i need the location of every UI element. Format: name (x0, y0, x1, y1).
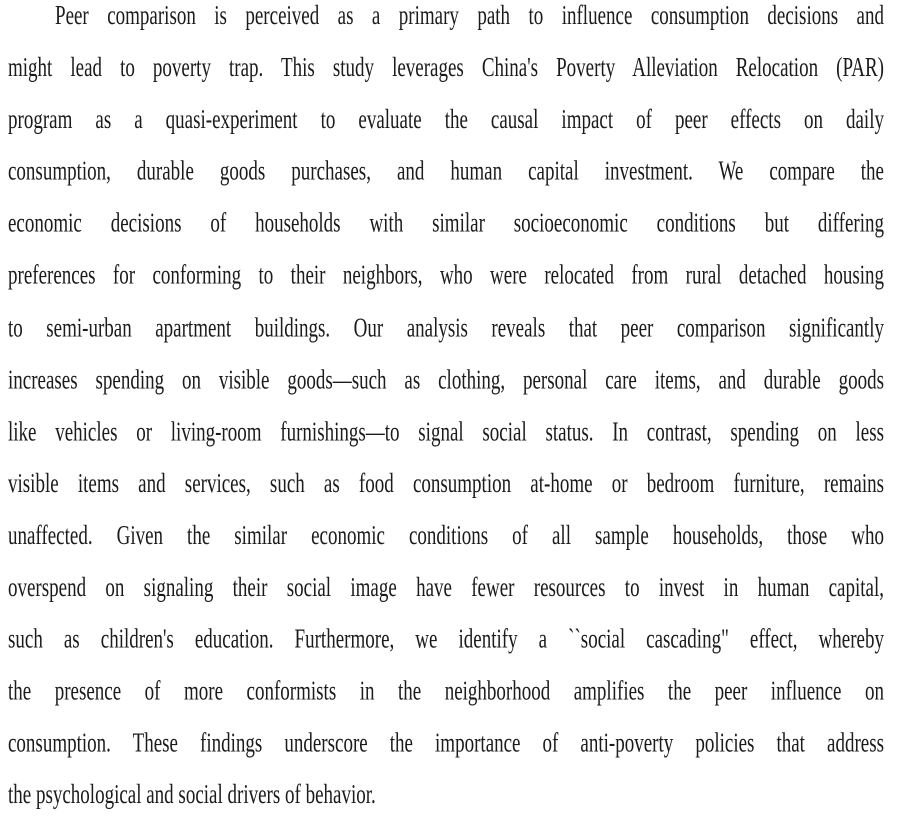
paragraph-line: program as a quasi-experiment to evaluate the causal impact of peer effects on daily (8, 105, 884, 136)
paragraph-line: preferences for conforming to their neighbors, who were relocated from rural detached housing (8, 260, 884, 292)
paragraph-line: unaffected. Given the similar economic conditions of all sample households, those who (8, 520, 884, 552)
abstract-paragraph (8, 0, 884, 820)
paragraph-line: such as children's education. Furthermore, we identify a ``social cascading" effect, whereby (8, 624, 884, 656)
paragraph-line: to semi-urban apartment buildings. Our analysis reveals that peer comparison significantly (8, 312, 884, 344)
paragraph-line: consumption. These findings underscore the importance of anti-poverty policies that address (8, 728, 884, 759)
paragraph-line: increases spending on visible goods—such as clothing, personal care items, and durable goods (8, 364, 884, 396)
paragraph-line: consumption, durable goods purchases, and human capital investment. We compare the (8, 157, 884, 188)
paragraph-line: the presence of more conformists in the neighborhood amplifies the peer influence on (8, 676, 884, 707)
paragraph-line: visible items and services, such as food consumption at-home or bedroom furniture, remains (8, 468, 884, 500)
paragraph-line: economic decisions of households with similar socioeconomic conditions but differing (8, 208, 884, 240)
paragraph-line: overspend on signaling their social image have fewer resources to invest in human capital, (8, 572, 884, 604)
paragraph-line: might lead to poverty trap. This study leverages China's Poverty Alleviation Relocation (PAR) (8, 53, 884, 84)
paragraph-line: Peer comparison is perceived as a primary path to influence consumption decisions and (55, 1, 884, 32)
paragraph-line: the psychological and social drivers of behavior. (8, 780, 376, 811)
paragraph-line: like vehicles or living-room furnishings—to signal social status. In contrast, spending on less (8, 416, 884, 448)
